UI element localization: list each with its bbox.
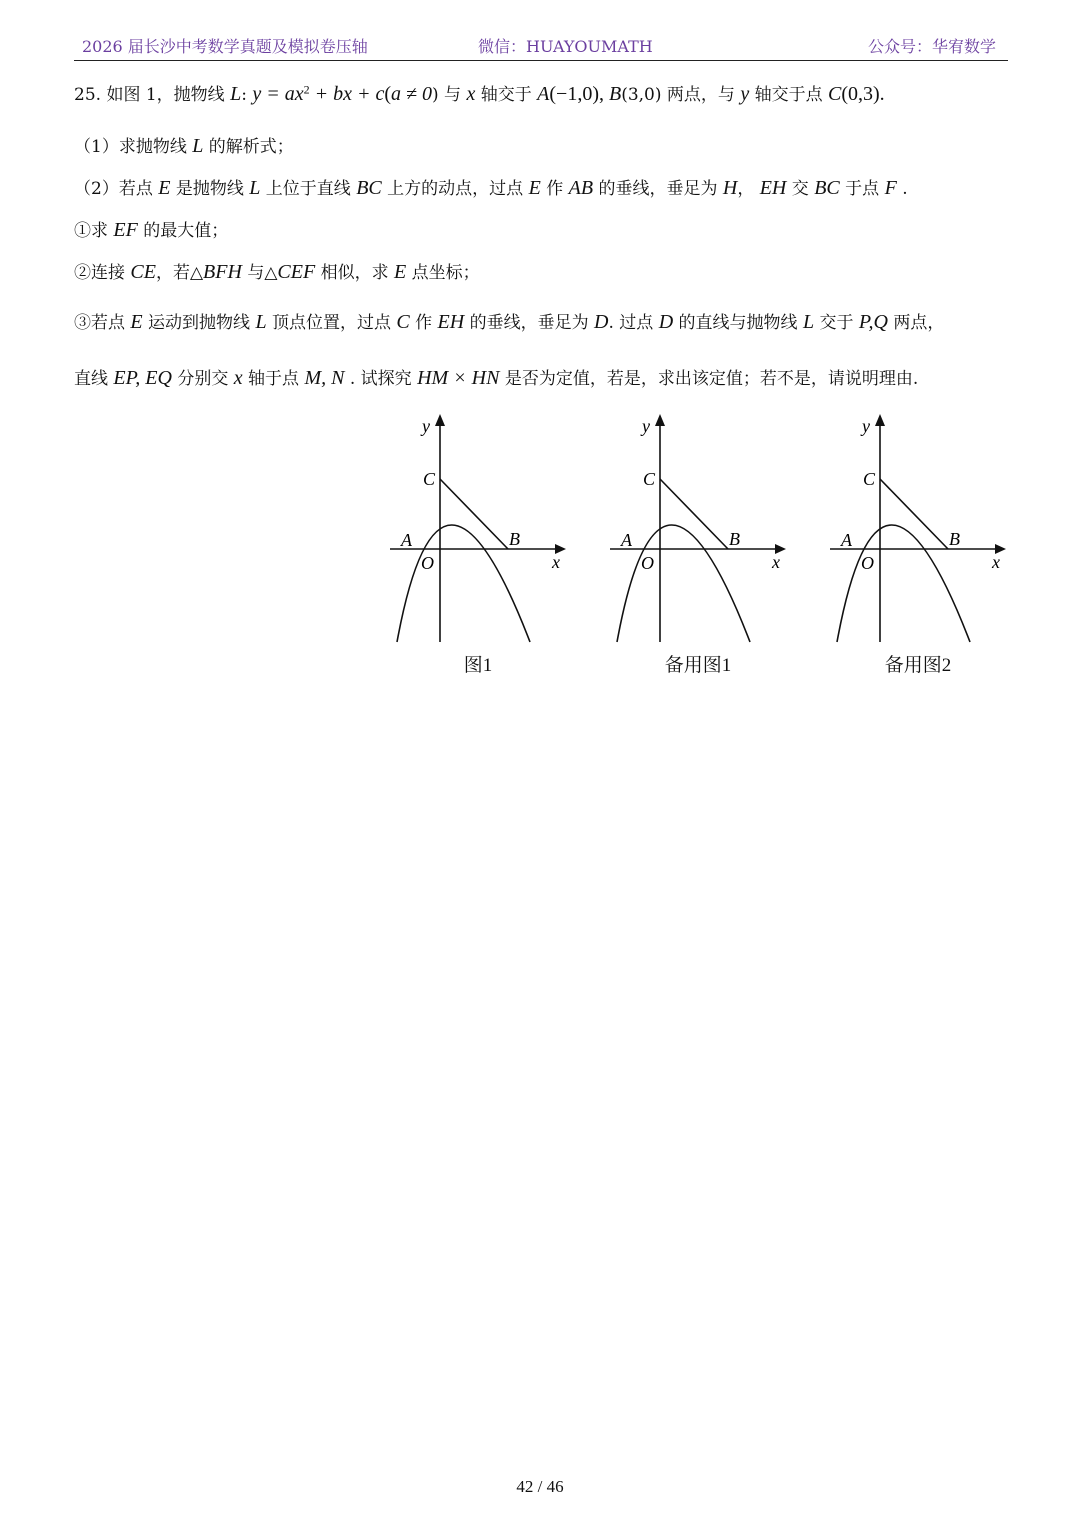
segment-bc <box>660 479 728 549</box>
sub-math: D <box>658 311 674 333</box>
question-part-2 <box>74 174 908 200</box>
header-title: 2026 届长沙中考数学真题及模拟卷压轴 <box>82 37 368 56</box>
part-text: 的解析式； <box>203 137 294 157</box>
label-y: y <box>862 416 870 436</box>
label-o: O <box>421 553 434 573</box>
label-o: O <box>641 553 654 573</box>
part-math: E <box>158 177 171 199</box>
label-x: x <box>552 552 560 572</box>
label-x: x <box>992 552 1000 572</box>
question-sub-3-line-2 <box>74 364 918 390</box>
part-text: 交 <box>786 179 815 199</box>
parabola-diagram <box>828 412 1008 652</box>
part-text: . <box>896 179 908 199</box>
sub-math: M, N <box>304 367 345 389</box>
sub-math: C <box>396 311 410 333</box>
stem-math: A <box>537 83 550 105</box>
stem-math: x <box>466 83 476 105</box>
sub-text: 是否为定值，若是，求出该定值；若不是，请说明理由. <box>499 369 919 389</box>
part-math: BC <box>356 177 382 199</box>
figure-group <box>388 412 1018 682</box>
part-math: EH <box>759 177 787 199</box>
figure-1 <box>388 412 568 682</box>
sub-text: ③若点 <box>74 313 131 333</box>
sub-text: 的最大值； <box>137 221 229 241</box>
sub-math: EF <box>113 219 138 241</box>
sub-math: CEF <box>277 261 316 283</box>
stem-math: L <box>230 83 242 105</box>
question-sub-3-line-1 <box>74 308 944 334</box>
part-text: 作 <box>540 179 569 199</box>
stem-math: + bx + c <box>309 83 385 105</box>
label-y: y <box>642 416 650 436</box>
sub-text: 轴于点 <box>242 369 305 389</box>
parabola-diagram <box>388 412 568 652</box>
parabola-diagram <box>608 412 788 652</box>
stem-text: : <box>241 85 253 105</box>
y-axis-arrow <box>435 414 445 426</box>
stem-text: (−1,0), <box>549 83 609 105</box>
part-math: BC <box>814 177 840 199</box>
sub-text: 运动到抛物线 <box>142 313 256 333</box>
sub-text: ②连接 <box>74 263 131 283</box>
sub-text: 分别交 <box>171 369 234 389</box>
sub-math: HM × HN <box>417 367 500 389</box>
stem-text: 25. 如图 1，抛物线 <box>74 85 231 105</box>
label-a: A <box>401 530 412 550</box>
label-c: C <box>863 469 876 489</box>
question-stem <box>74 80 885 106</box>
part-text: 于点 <box>839 179 885 199</box>
stem-math: B <box>608 83 622 105</box>
stem-text: 轴交于点 <box>749 85 829 105</box>
figure-2 <box>608 412 788 682</box>
sub-text: 作 <box>409 313 438 333</box>
sub-math: E <box>130 311 143 333</box>
label-o: O <box>861 553 874 573</box>
label-c: C <box>423 469 436 489</box>
label-c: C <box>643 469 656 489</box>
sub-math: E <box>394 261 407 283</box>
part-text: 是抛物线 <box>170 179 250 199</box>
sub-math: L <box>255 311 267 333</box>
sub-text: . 试探究 <box>344 369 418 389</box>
stem-math: y <box>740 83 750 105</box>
figure-caption: 备用图1 <box>664 655 732 676</box>
page-number: 42 / 46 <box>516 1477 564 1496</box>
sub-text: . 过点 <box>608 313 659 333</box>
part-text: 上位于直线 <box>260 179 357 199</box>
stem-text: (3,0) 两点，与 <box>621 85 741 105</box>
stem-text: ( <box>384 83 392 105</box>
question-sub-1 <box>74 216 228 242</box>
question-sub-2 <box>74 258 480 284</box>
sub-math: CE <box>130 261 156 283</box>
label-b: B <box>949 529 960 549</box>
figure-caption: 图1 <box>463 655 493 676</box>
sub-text: ，若△ <box>155 263 204 283</box>
stem-math: C <box>828 83 842 105</box>
part-math: E <box>528 177 541 199</box>
sub-text: 点坐标； <box>406 263 480 283</box>
part-text: 上方的动点，过点 <box>381 179 529 199</box>
sub-text: ①求 <box>74 221 114 241</box>
label-y: y <box>422 416 430 436</box>
label-b: B <box>509 529 520 549</box>
y-axis-arrow <box>655 414 665 426</box>
sub-text: 两点， <box>887 313 945 333</box>
part-math: AB <box>568 177 594 199</box>
label-a: A <box>841 530 852 550</box>
label-b: B <box>729 529 740 549</box>
header-wechat: 微信：HUAYOUMATH <box>478 37 653 56</box>
part-text: ， <box>737 179 760 199</box>
y-axis-arrow <box>875 414 885 426</box>
stem-math: a ≠ 0 <box>391 83 432 105</box>
sub-text: 的直线与抛物线 <box>673 313 803 333</box>
part-math: H <box>722 177 738 199</box>
figure-caption: 备用图2 <box>884 655 952 676</box>
stem-math: y = ax <box>252 83 304 105</box>
sub-math: P,Q <box>858 311 888 333</box>
segment-bc <box>440 479 508 549</box>
sub-math: L <box>802 311 815 333</box>
figure-3 <box>828 412 1008 682</box>
stem-text: 轴交于 <box>475 85 538 105</box>
part-text: 的垂线，垂足为 <box>593 179 723 199</box>
part-math: L <box>192 135 204 157</box>
label-x: x <box>772 552 780 572</box>
sub-text: 直线 <box>74 369 114 389</box>
sub-text: 的垂线，垂足为 <box>464 313 595 333</box>
question-part-1 <box>74 132 294 158</box>
sub-math: D <box>594 311 609 333</box>
stem-superscript: 2 <box>303 82 310 97</box>
stem-text: ) 与 <box>432 85 467 105</box>
page-header <box>74 30 1008 61</box>
segment-bc <box>880 479 948 549</box>
part-math: L <box>249 177 261 199</box>
sub-text: 相似，求 <box>315 263 395 283</box>
stem-text: (0,3). <box>841 83 885 105</box>
sub-math: EP, EQ <box>113 367 172 389</box>
header-account: 公众号：华宥数学 <box>867 37 996 56</box>
sub-text: 交于 <box>814 313 859 333</box>
sub-text: 顶点位置，过点 <box>266 313 397 333</box>
part-math: F <box>884 177 897 199</box>
sub-text: 与△ <box>241 263 278 283</box>
part-text: （2）若点 <box>74 179 159 199</box>
label-a: A <box>621 530 632 550</box>
sub-math: BFH <box>203 261 242 283</box>
sub-math: EH <box>437 311 465 333</box>
sub-math: x <box>233 367 243 389</box>
part-text: （1）求抛物线 <box>74 137 193 157</box>
